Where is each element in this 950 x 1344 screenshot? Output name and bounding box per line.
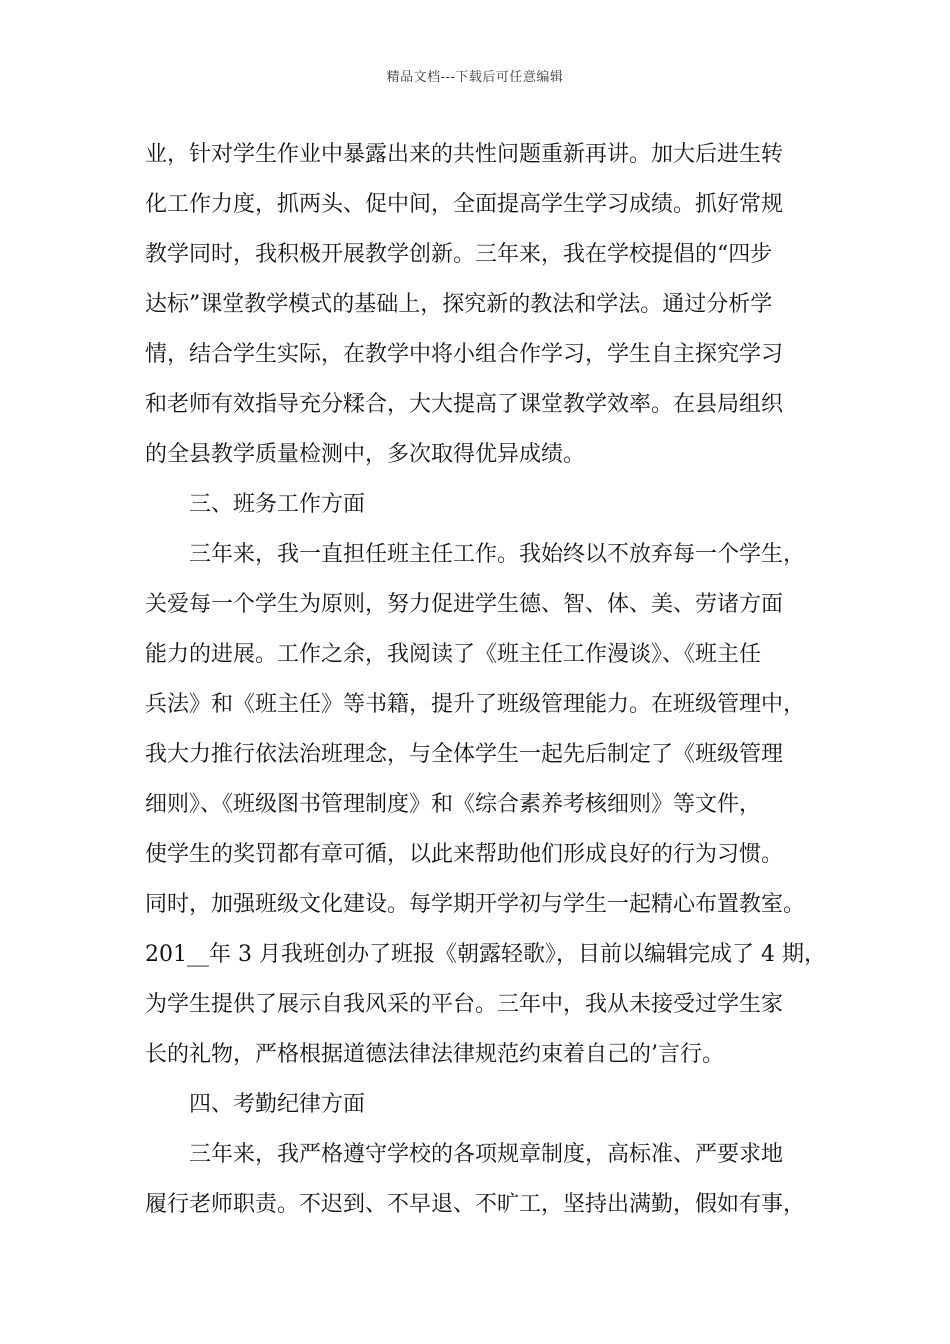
body-line: 细则》、《班级图书管理制度》和《综合素养考核细则》等文件，: [145, 792, 762, 817]
body-line: 的全县教学质量检测中，多次取得优异成绩。: [145, 442, 586, 467]
document-body: [145, 130, 835, 1230]
body-line: 为学生提供了展示自我风采的平台。三年中，我从未接受过学生家: [145, 992, 784, 1017]
body-line: 使学生的奖罚都有章可循，以此来帮助他们形成良好的行为习惯。: [145, 842, 784, 867]
body-line: 情，结合学生实际，在教学中将小组合作学习，学生自主探究学习: [145, 342, 784, 367]
body-line: 履行老师职责。不迟到、不早退、不旷工，坚持出满勤，假如有事，: [145, 1192, 806, 1217]
page-header: 精品文档---下载后可任意编辑: [386, 70, 564, 85]
body-line: 达标”课堂教学模式的基础上，探究新的教法和学法。通过分析学: [145, 292, 773, 317]
section-heading: 四、考勤纪律方面: [189, 1092, 366, 1117]
section-heading: 三、班务工作方面: [189, 492, 366, 517]
body-line: 业，针对学生作业中暴露出来的共性问题重新再讲。加大后进生转: [145, 142, 784, 167]
body-line: 教学同时，我积极开展教学创新。三年来，我在学校提倡的“四步: [145, 242, 773, 267]
body-line: 兵法》和《班主任》等书籍，提升了班级管理能力。在班级管理中，: [145, 692, 806, 717]
body-line: 和老师有效指导充分糅合，大大提高了课堂教学效率。在县局组织: [145, 392, 784, 417]
body-line: 201__年 3 月我班创办了班报《朝露轻歌》，目前以编辑完成了 4 期，: [145, 942, 826, 967]
body-line: 化工作力度，抓两头、促中间，全面提高学生学习成绩。抓好常规: [145, 192, 784, 217]
body-line: 长的礼物，严格根据道德法律法律规范约束着自己的’言行。: [145, 1042, 724, 1067]
body-line: 同时，加强班级文化建设。每学期开学初与学生一起精心布置教室。: [145, 892, 806, 917]
body-line: 三年来，我一直担任班主任工作。我始终以不放弃每一个学生，: [189, 542, 806, 567]
body-line: 三年来，我严格遵守学校的各项规章制度，高标准、严要求地: [189, 1142, 784, 1167]
body-line: 我大力推行依法治班理念，与全体学生一起先后制定了《班级管理: [145, 742, 784, 767]
body-line: 能力的进展。工作之余，我阅读了《班主任工作漫谈》、《班主任: [145, 642, 762, 667]
body-line: 关爱每一个学生为原则，努力促进学生德、智、体、美、劳诸方面: [145, 592, 784, 617]
